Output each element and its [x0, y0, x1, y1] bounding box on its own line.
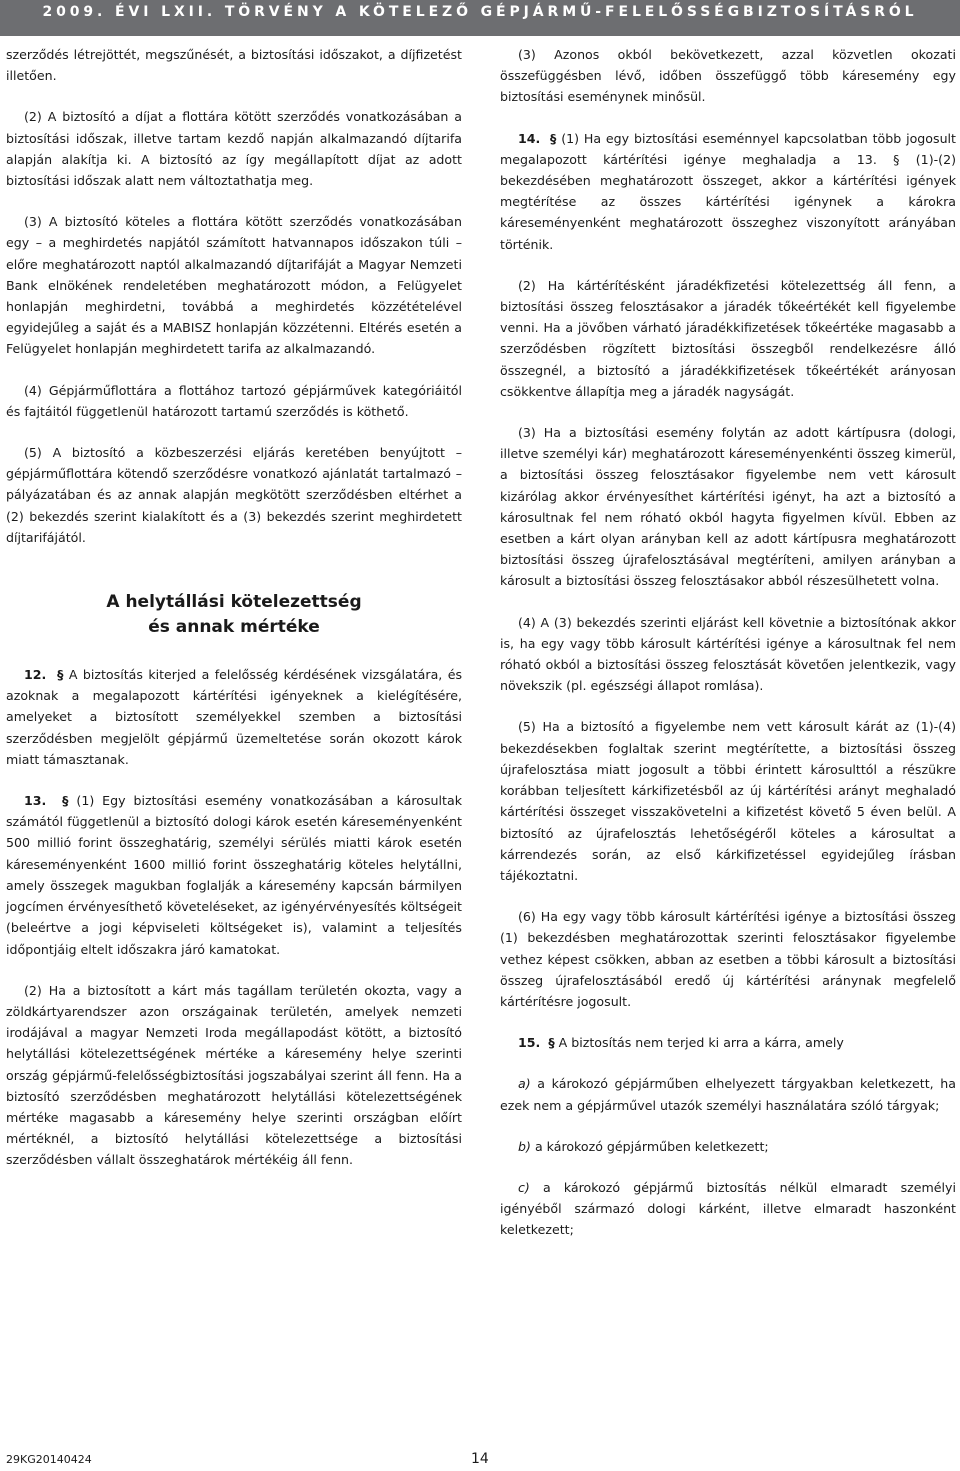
- paragraph: (3) A biztosító köteles a flottára kötött szerződés vonatkozásában egy – a meghirdetés napjától számított hatvannapos időszakon túli – előre meghatározott naptól alkalmazandó díjtarifáját a Magyar Nemzeti Bank elnökének rendeletében meghatározott módon, a Felügyelet honlapján meghirdetni, továbbá a meghirdetés közzétételével egyidejűleg a saját és a MABISZ honlapján közzétenni. Eltérés esetén a Felügyelet honlapján meghirdetett tarifa az alkalmazandó.: [6, 214, 462, 357]
- section-mark: §: [548, 1035, 555, 1051]
- list-item-text: a károkozó gépjárműben elhelyezett tárgyakban keletkezett, ha ezek nem a gépjárművel utazók személyi használatára szóló tárgyak;: [500, 1076, 956, 1113]
- paragraph: (3) Ha a biztosítási esemény folytán az adott kártípusra (dologi, illetve személyi kár) meghatározott káreseményenkénti összeg kimerül, a biztosítási összeg felosztásakor figyelembe nem vett károsult kizárólag akkor érvényesíthet kártérítési igényt, ha azt a biztosító a károsultnak fel nem róható okból hagyta figyelmen kívül. Ebben az esetben a kárt olyan arányban kell az adott kártípusra meghatározott biztosítási összeg újrafelosztásával megtéríteni, amilyen arányban a károsult a biztosítási összeg felosztásakor abból részesülhetett volna.: [500, 425, 956, 589]
- paragraph: (2) Ha kártérítésként járadékfizetési kötelezettség áll fenn, a biztosítási összeg felosztásakor a járadék tőkeértékét kell figyelembe venni. Ha a jövőben várható járadékkifizetések tőkeértéke magasabb a szerződésben rögzített biztosítási összegből rendelkezésre álló összegnél, a biztosító a járadékkifizetések tőkeértékét arányosan csökkentve állapítja meg a járadék nagyságát.: [500, 277, 956, 399]
- list-item-label: a): [518, 1076, 531, 1092]
- paragraph: (6) Ha egy vagy több károsult kártérítési igénye a biztosítási összeg (1) bekezdésben meghatározottak szerinti felosztásakor figyelembe vethez képest csökken, abban az esetben a többi károsult a biztosítási összeg újrafelosztásából eredő új kártérítési aránynak megfelelő kártérítésre jogosult.: [500, 909, 956, 1009]
- paragraph: szerződés létrejöttét, megszűnését, a biztosítási időszakot, a díjfizetést illetően.: [6, 47, 462, 84]
- paragraph: (2) Ha a biztosított a kárt más tagállam területén okozta, vagy a zöldkártyarendszer azon országainak területén, amelyek nemzeti irodájával a magyar Nemzeti Iroda megállapodást kötött, a biztosító helytállási kötelezettségének mértéke a káresemény helye szerinti ország gépjármű-felelősségbiztosítási jogszabályai szerint áll fenn. Ha a biztosító szerződésben meghatározott helytállási kötelezettségének mértéke magasabb a káresemény helye szerinti országban előírt mértéknél, a biztosító helytállási kötelezettsége a biztosítási szerződésben vállalt összeghatárok mértékéig áll fenn.: [6, 982, 462, 1168]
- page-number: 14: [471, 1451, 489, 1467]
- section-14: [500, 128, 956, 255]
- running-header-bar: [0, 0, 960, 36]
- paragraph: (5) Ha a biztosító a figyelembe nem vett károsult kárát az (1)-(4) bekezdésekben foglaltak szerint megtérítette, a biztosítási összeg újrafelosztása miatt jogosult a többi érintett károsulttól a részükre korábban teljesített kárkifizetésből az új kártérítési arányt meghaladó kártérítési összeget visszakövetelni a kifizetést követő 5 éven belül. A biztosító az újrafelosztás lehetőségéről köteles a károsultat a kárrendezés során, az első kárkifizetéssel egyidejűleg írásban tájékoztatni.: [500, 719, 956, 883]
- section-text: A biztosítás nem terjed ki arra a kárra, amely: [558, 1035, 844, 1051]
- left-column: [6, 44, 462, 1191]
- section-heading-line: és annak mértéke: [148, 617, 320, 638]
- paragraph: (4) Gépjárműflottára a flottához tartozó gépjárművek kategóriáitól és fajtáitól függetlenül határozott tartamú szerződés is köthető.: [6, 382, 462, 419]
- list-item: [500, 1073, 956, 1115]
- section-heading: [6, 590, 462, 640]
- section-15: [500, 1032, 956, 1053]
- list-item-label: c): [518, 1179, 530, 1195]
- footer-document-code: 29KG20140424: [6, 1453, 92, 1466]
- section-text: (1) Ha egy biztosítási eseménnyel kapcsolatban több jogosult megalapozott kártérítési igénye meghaladja a 13. § (1)-(2) bekezdésében meghatározott összeget, akkor a kártérítési igények megtérítése az összes kártérítési igénynek a károkra káreseményenként meghatározott összeghez viszonyított arányában történik.: [500, 130, 956, 252]
- section-number: 13.: [24, 793, 47, 809]
- list-item: [500, 1177, 956, 1241]
- section-text: (1) Egy biztosítási esemény vonatkozásában a károsultak számától függetlenül a biztosító dologi károk esetén káreseményenként 500 millió forint összeghatárig, személyi sérülés miatti károk esetén káreseményenként 1600 millió forint összeghatárig köteles helytállni, amely összegek magukban foglalják a káresemény kapcsán bármilyen jogcímen érvényesíthető követeléseket, az igényérvényesítés költségeit (beleértve a jogi képviseleti költségeket is), valamint a teljesítés időpontjáig eltelt időszakra járó kamatokat.: [6, 793, 462, 957]
- paragraph: (4) A (3) bekezdés szerinti eljárást kell követnie a biztosítónak akkor is, ha egy vagy több károsult kártérítési igénye a károsultnak fel nem róható okból a biztosítási összeg felosztását követően jelentkezik, vagy növekszik (pl. egészségi állapot romlása).: [500, 614, 956, 694]
- running-header-title: 2009. ÉVI LXII. TÖRVÉNY A KÖTELEZŐ GÉPJÁRMŰ-FELELŐSSÉGBIZTOSÍTÁSRÓL: [42, 4, 918, 20]
- section-heading-line: A helytállási kötelezettség: [106, 592, 362, 613]
- section-number: 12.: [24, 667, 47, 683]
- section-mark: §: [62, 793, 69, 809]
- section-mark: §: [57, 667, 64, 683]
- paragraph: (3) Azonos okból bekövetkezett, azzal közvetlen okozati összefüggésben lévő, időben összefüggő több káresemény egy biztosítási eseménynek minősül.: [500, 47, 956, 105]
- paragraph: (2) A biztosító a díjat a flottára kötött szerződés vonatkozásában a biztosítási időszak, illetve tartam kezdő napján alkalmazandó díjtarifa alapján alakítja ki. A biztosító az így megállapított díjat az adott biztosítási időszak alatt nem változtathatja meg.: [6, 109, 462, 189]
- section-number: 14.: [518, 130, 541, 146]
- list-item: [500, 1136, 956, 1157]
- section-13: [6, 790, 462, 960]
- list-item-text: a károkozó gépjármű biztosítás nélkül elmaradt személyi igényéből származó dologi kárként, illetve elmaradt haszonként keletkezett;: [500, 1179, 956, 1238]
- section-number: 15.: [518, 1035, 541, 1051]
- right-column: [500, 44, 956, 1261]
- section-12: [6, 664, 462, 770]
- section-mark: §: [550, 130, 557, 146]
- list-item-label: b): [518, 1138, 531, 1154]
- paragraph: (5) A biztosító a közbeszerzési eljárás keretében benyújtott – gépjárműflottára kötendő szerződésre vonatkozó ajánlatát tartalmazó – pályázatában és az annak alapján megkötött szerződésben eltérhet a (2) bekezdés szerint kialakított és a (3) bekezdés szerint meghirdetett díjtarifájától.: [6, 445, 462, 545]
- section-text: A biztosítás kiterjed a felelősség kérdésének vizsgálatára, és azoknak a megalapozott kártérítési igényeknek a kielégítésére, amelyeket a biztosított személyekkel szemben a biztosítási szerződésben megjelölt gépjármű üzemeltetése során okozott károk miatt támasztanak.: [6, 667, 463, 767]
- list-item-text: a károkozó gépjárműben keletkezett;: [534, 1138, 769, 1154]
